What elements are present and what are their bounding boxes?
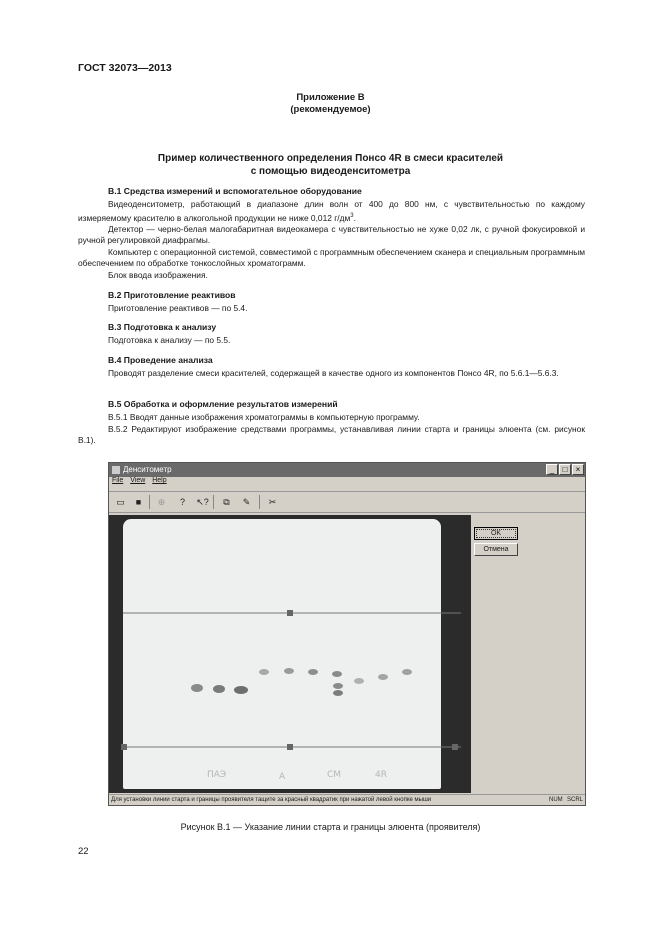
spot — [333, 690, 343, 696]
help-icon[interactable]: ? — [179, 497, 185, 507]
section-b1-p1-end: . — [353, 212, 356, 223]
window-title: Денситометр — [123, 465, 172, 474]
spot — [332, 671, 342, 677]
chromatogram-overlay — [109, 515, 471, 793]
section-b1-p1-text: Видеоденситометр, работающий в диапазоне длин волн от 400 до 800 нм, с чувствительностью по каждому измеряемому красителю в алкогольной продукции не ниже 0,012 г/дм — [78, 199, 585, 223]
spot — [308, 669, 318, 675]
toolbar-separator — [149, 495, 150, 509]
window-titlebar[interactable] — [109, 463, 585, 477]
spot — [402, 669, 412, 675]
whats-this-icon[interactable]: ↖? — [196, 497, 209, 507]
section-b5-body — [78, 412, 585, 447]
plate-label: ПАЭ — [207, 770, 227, 780]
menu-file[interactable]: File — [112, 477, 124, 484]
start-line-handle-right[interactable] — [452, 744, 458, 750]
section-b4-p1: Проводят разделение смеси красителей, содержащей в качестве одного из компонентов Понсо 4R, по 5.6.1—5.6.3. — [108, 368, 559, 378]
plate-label: A — [279, 772, 286, 782]
section-b4-title: В.4 Проведение анализа — [108, 355, 213, 365]
eluent-line-handle[interactable] — [287, 610, 293, 616]
menu-view[interactable]: View — [130, 477, 146, 484]
spot — [354, 678, 364, 684]
appendix-title: Приложение В — [296, 92, 365, 103]
tools-icon[interactable]: ✂ — [268, 497, 277, 507]
section-b1-p1 — [78, 199, 585, 224]
plate-label: СМ — [327, 770, 342, 780]
section-b5-p2: В.5.2 Редактируют изображение средствами программы, устанавливая линии старта и границы элюента (см. рисунок В.1). — [78, 423, 585, 445]
appendix-heading-line1: Пример количественного определения Понсо 4R в смеси красителей — [157, 153, 504, 164]
section-b3-p1: Подготовка к анализу — по 5.5. — [108, 335, 231, 345]
spot — [213, 685, 225, 693]
section-b1-body — [78, 199, 585, 281]
toolbar-separator — [259, 495, 260, 509]
section-b1-p3: Компьютер с операционной системой, совместимой с программным обеспечением сканера и специальным программным обеспечением по обработке тонкослойных хроматограмм. — [78, 246, 585, 269]
start-line-handle-left[interactable] — [121, 744, 127, 750]
status-num: NUM — [549, 797, 563, 803]
menu-help[interactable]: Help — [152, 477, 167, 484]
section-b1-title: В.1 Средства измерений и вспомогательное оборудование — [108, 186, 362, 196]
spot — [259, 669, 269, 675]
section-b1-p1-sup: 3 — [350, 212, 354, 219]
toolbar — [109, 491, 585, 513]
minimize-icon[interactable]: _ — [546, 464, 558, 475]
toolbar-separator — [213, 495, 214, 509]
spot — [234, 686, 248, 694]
ok-button[interactable]: OK — [474, 527, 518, 540]
status-scrl: SCRL — [567, 797, 584, 803]
section-b5-title: В.5 Обработка и оформление результатов измерений — [108, 399, 338, 409]
section-b2-title: В.2 Приготовление реактивов — [108, 290, 236, 300]
standard-header: ГОСТ 32073—2013 — [78, 62, 172, 74]
open-icon[interactable]: ▭ — [116, 497, 125, 507]
section-b2-p1: Приготовление реактивов — по 5.4. — [108, 303, 248, 313]
appendix-heading-line2: с помощью видеоденситометра — [250, 166, 411, 177]
menu-bar — [109, 477, 585, 489]
app-icon — [112, 466, 120, 474]
cancel-button[interactable]: Отмена — [474, 543, 518, 556]
section-b1-p2: Детектор — черно-белая малогабаритная видеокамера с чувствительностью не хуже 0,02 лк, с ручной фокусировкой и ручной регулировкой диафрагмы. — [78, 223, 585, 246]
save-icon[interactable]: ■ — [135, 497, 142, 507]
spot — [191, 684, 203, 692]
spot — [333, 683, 343, 689]
print-icon[interactable]: ⊕ — [157, 497, 166, 507]
spot — [378, 674, 388, 680]
chromatogram-image[interactable] — [109, 515, 471, 793]
maximize-icon[interactable]: □ — [559, 464, 571, 475]
windows-icon[interactable]: ⧉ — [223, 497, 230, 507]
section-b3-title: В.3 Подготовка к анализу — [108, 322, 217, 332]
start-line-handle-mid[interactable] — [287, 744, 293, 750]
plate-label: 4R — [375, 770, 387, 780]
status-message: Для установки линии старта и границы проявителя тащите за красный квадратик при нажатой левой кнопке мыши — [111, 797, 432, 803]
edit-icon[interactable]: ✎ — [242, 497, 251, 507]
section-b5-p1: В.5.1 Вводят данные изображения хроматограммы в компьютерную программу. — [108, 412, 420, 422]
section-b1-p4: Блок ввода изображения. — [108, 269, 208, 280]
figure-caption: Рисунок В.1 — Указание линии старта и границы элюента (проявителя) — [180, 822, 481, 832]
appendix-subtitle: (рекомендуемое) — [290, 104, 371, 115]
status-bar — [109, 794, 585, 806]
close-icon[interactable]: × — [572, 464, 584, 475]
page-number: 22 — [78, 846, 89, 857]
densitometer-window — [108, 462, 586, 806]
spot — [284, 668, 294, 674]
